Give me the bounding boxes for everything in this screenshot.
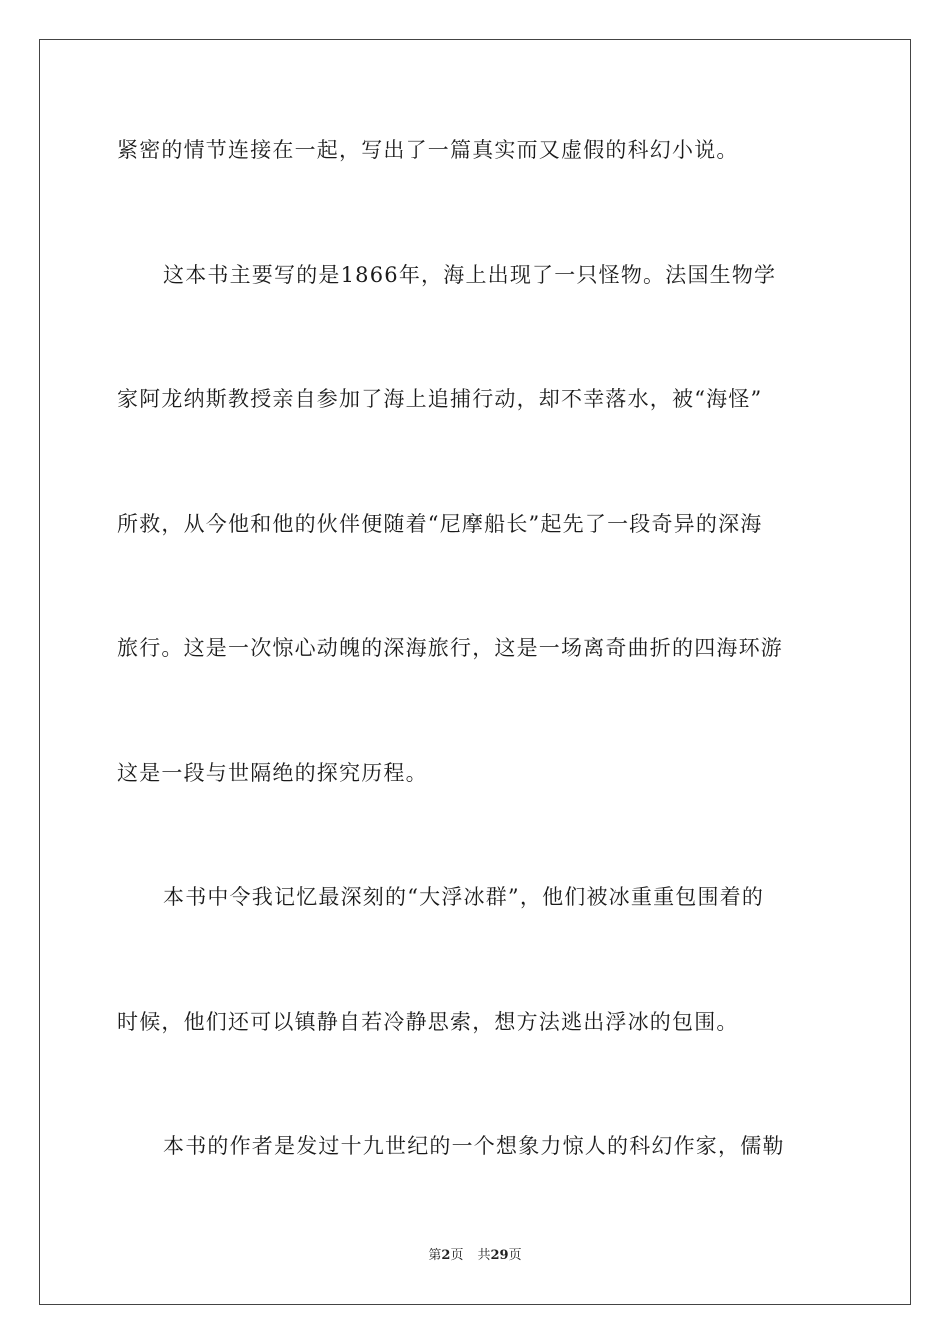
- text-line-6: 这是一段与世隔绝的探究历程。: [117, 761, 428, 785]
- text-line-1: 紧密的情节连接在一起，写出了一篇真实而又虚假的科幻小说。: [117, 138, 739, 162]
- text-line-8: 时候，他们还可以镇静自若冷静思索，想方法逃出浮冰的包围。: [117, 1010, 739, 1034]
- footer-total-prefix: 共: [477, 1248, 491, 1263]
- text-line-9: 本书的作者是发过十九世纪的一个想象力惊人的科幻作家，儒勒: [163, 1134, 785, 1158]
- page-footer: [0, 1247, 950, 1265]
- text-line-5: 旅行。这是一次惊心动魄的深海旅行，这是一场离奇曲折的四海环游: [117, 636, 783, 660]
- text-line-2: 这本书主要写的是1866年，海上出现了一只怪物。法国生物学: [163, 263, 777, 287]
- page-border: [39, 39, 911, 1305]
- footer-page-suffix: 页: [450, 1248, 464, 1263]
- footer-total-suffix: 页: [508, 1248, 522, 1263]
- footer-page-prefix: 第: [428, 1248, 442, 1263]
- text-line-4: 所救，从今他和他的伙伴便随着“尼摩船长”起先了一段奇异的深海: [117, 512, 763, 536]
- text-line-7: 本书中令我记忆最深刻的“大浮冰群”，他们被冰重重包围着的: [163, 885, 765, 909]
- text-line-3: 家阿龙纳斯教授亲自参加了海上追捕行动，却不幸落水，被“海怪”: [117, 387, 763, 411]
- footer-total-pages: 29: [490, 1248, 509, 1263]
- footer-page-number: 2: [441, 1248, 451, 1263]
